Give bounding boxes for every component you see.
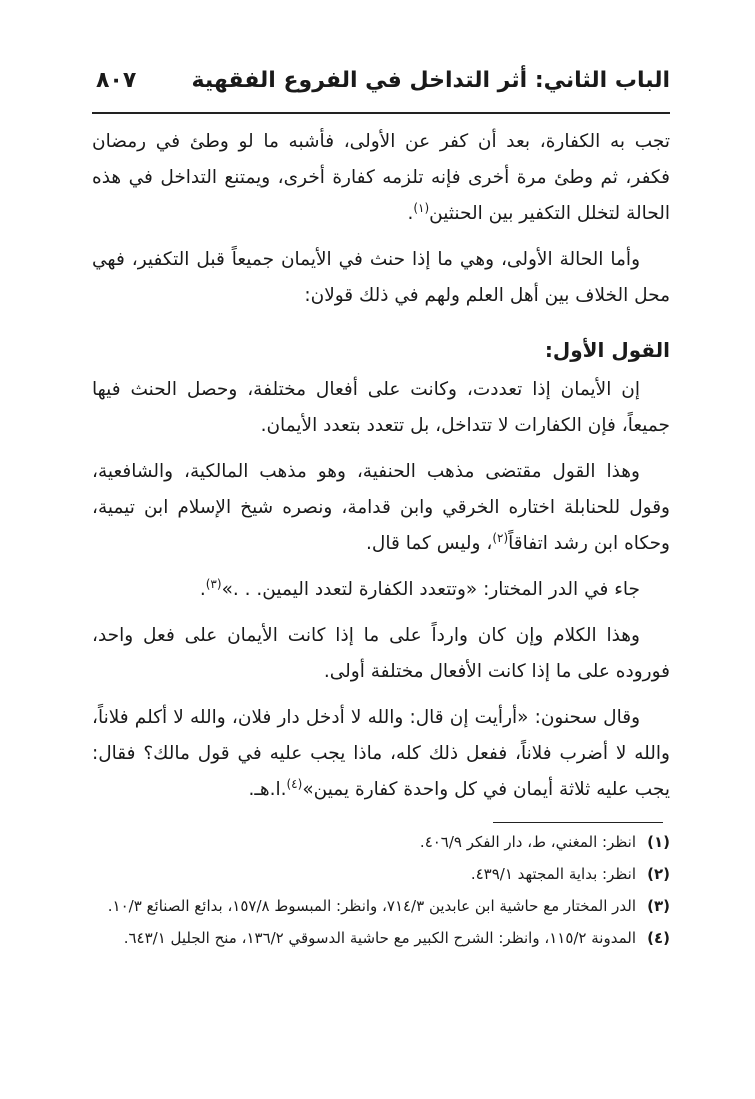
footnote-ref-3: (٣) [205, 576, 222, 591]
footnote-text: المدونة ١١٥/٢، وانظر: الشرح الكبير مع حاشية الدسوقي ١٣٦/٢، منح الجليل ٦٤٣/١. [123, 929, 636, 947]
paragraph-4-text: وهذا القول مقتضى مذهب الحنفية، وهو مذهب المالكية، والشافعية، وقول للحنابلة اختاره الخرقي وابن قدامة، ونصره شيخ الإسلام ابن تيمية، وحكاه ابن رشد اتفاقاً [92, 461, 670, 554]
paragraph-4-end: ، وليس كما قال. [366, 533, 493, 554]
paragraph-1-text: تجب به الكفارة، بعد أن كفر عن الأولى، فأشبه ما لو وطئ في رمضان فكفر، ثم وطئ مرة أخرى فإنه تلزمه كفارة أخرى، ويمتنع التداخل في هذه الحالة لتخلل التكفير بين الحنثين [92, 131, 670, 224]
footnote-number: (٣) [647, 897, 670, 915]
paragraph-3-text: إن الأيمان إذا تعددت، وكانت على أفعال مختلفة، وحصل الحنث فيها جميعاً، فإن الكفارات لا تتداخل، بل تتعدد بتعدد الأيمان. [92, 379, 670, 436]
paragraph-7 [92, 700, 670, 808]
footnote-ref-4: (٤) [286, 776, 303, 791]
footnotes [92, 828, 670, 956]
header-divider [92, 112, 670, 114]
footnote-number: (٤) [647, 929, 670, 947]
footnote-ref-2: (٢) [492, 530, 509, 545]
paragraph-3 [92, 372, 670, 444]
footnote-text: انظر: بداية المجتهد ٤٣٩/١. [470, 865, 636, 883]
footnote-number: (٢) [647, 865, 670, 883]
paragraph-6 [92, 618, 670, 690]
footnote-divider [493, 822, 663, 823]
footnote-text: انظر: المغني، ط، دار الفكر ٤٠٦/٩. [419, 833, 636, 851]
paragraph-2-text: وأما الحالة الأولى، وهي ما إذا حنث في الأيمان جميعاً قبل التكفير، فهي محل الخلاف بين أهل العلم ولهم في ذلك قولان: [92, 249, 670, 306]
page-number: ٨٠٧ [96, 68, 137, 93]
footnote-1 [92, 828, 670, 856]
footnote-2 [92, 860, 670, 888]
footnote-ref-1: (١) [413, 200, 430, 215]
paragraph-5 [92, 572, 670, 608]
paragraph-1-end: . [407, 203, 414, 224]
paragraph-2 [92, 242, 670, 314]
footnote-4 [92, 924, 670, 952]
paragraph-6-text: وهذا الكلام وإن كان وارداً على ما إذا كانت الأيمان على فعل واحد، فوروده على ما إذا كانت الأفعال مختلفة أولى. [92, 625, 670, 682]
main-text [92, 124, 670, 818]
footnote-3 [92, 892, 670, 920]
page-header [92, 62, 670, 102]
paragraph-5-end: . [199, 579, 206, 600]
section-heading: القول الأول: [544, 338, 670, 362]
paragraph-7-end: .ا.هـ. [248, 779, 287, 800]
footnote-number: (١) [647, 833, 670, 851]
paragraph-4 [92, 454, 670, 562]
footnote-text: الدر المختار مع حاشية ابن عابدين ٧١٤/٣، وانظر: المبسوط ١٥٧/٨، بدائع الصنائع ١٠/٣. [107, 897, 636, 915]
paragraph-1 [92, 124, 670, 232]
running-title: الباب الثاني: أثر التداخل في الفروع الفقهية [191, 68, 670, 93]
paragraph-7-text: وقال سحنون: «أرأيت إن قال: والله لا أدخل دار فلان، والله لا أكلم فلاناً، والله لا أضرب فلاناً، ففعل ذلك كله، ماذا يجب عليه في قول مالك؟ فقال: يجب عليه ثلاثة أيمان في كل واحدة كفارة يمين» [92, 707, 670, 800]
paragraph-5-text: جاء في الدر المختار: «وتتعدد الكفارة لتعدد اليمين. . .» [221, 579, 640, 600]
